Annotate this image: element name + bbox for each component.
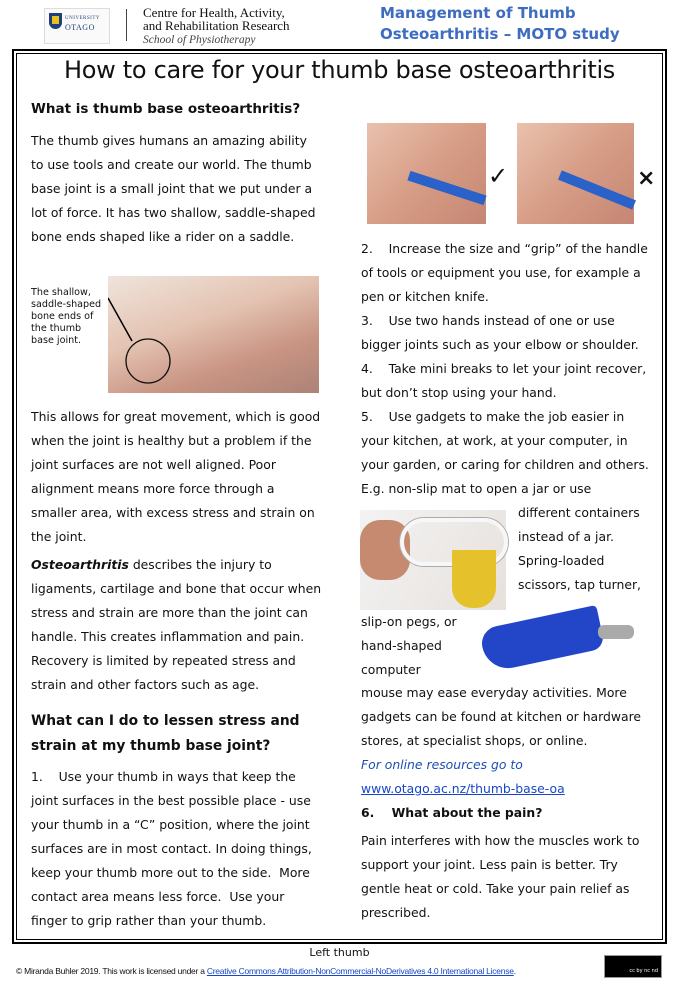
school-name: School of Physiotherapy: [143, 34, 256, 46]
logo-university: UNIVERSITY: [65, 16, 100, 21]
logo-otago: OTAGO: [65, 23, 95, 32]
pen: [558, 170, 636, 209]
license-link[interactable]: Creative Commons Attribution-NonCommercial-NoDerivatives 4.0 International License: [206, 966, 514, 976]
paragraph-pain: Pain interferes with how the muscles work to support your joint. Less pain is better. Try gentle heat or cold. Take your pain relief as prescribed.: [361, 833, 640, 920]
osteoarthritis-definition: describes the injury to ligaments, cartilage and bone that occur when stress and strain are more than the joint can handle. This creates inflammation and pain. Recovery is limited by repeated stress and strain and other factors such as age.: [31, 557, 322, 692]
crest-icon: [49, 13, 62, 29]
period: .: [513, 966, 516, 976]
centre-name: [143, 6, 290, 47]
cc-badge-text: cc by nc nd: [629, 968, 658, 974]
term-osteoarthritis: Osteoarthritis: [31, 557, 129, 572]
check-icon: ✓: [488, 162, 509, 190]
paragraph-intro: The thumb gives humans an amazing ability to use tools and create our world. The thumb base joint is a small joint that we put under a lot of force. It has two shallow, saddle-shaped bone ends shaped like a rider on a saddle.: [31, 133, 316, 244]
header-divider: [126, 9, 127, 41]
copyright-notice: [16, 966, 516, 976]
cc-license-badge[interactable]: [604, 955, 662, 978]
online-resources-label: For online resources go to: [361, 757, 523, 772]
gadget-text-3: mouse may ease everyday activities. More gadgets can be found at kitchen or hardware stores, at specialist shops, or online.: [361, 685, 642, 748]
heading-what-can-i-do: What can I do to lessen stress and strain at my thumb base joint?: [31, 713, 300, 754]
thumb-joint-photo: [108, 276, 319, 393]
paragraph-alignment: This allows for great movement, which is good when the joint is healthy but a problem if the joint surfaces are not well aligned. Poor alignment means more force through a smaller area, with excess stress and strain on the joint.: [31, 409, 321, 544]
hand-label: Left thumb: [309, 946, 370, 959]
bad-grip-photo: [517, 123, 634, 224]
copyright-text: © Miranda Buhler 2019. This work is licensed under a: [16, 966, 207, 976]
good-grip-photo: [367, 123, 486, 224]
paragraph-osteoarthritis: [31, 553, 323, 697]
centre-line-1: Centre for Health, Activity,: [143, 5, 285, 20]
resources-link[interactable]: www.otago.ac.nz/thumb-base-oa: [361, 781, 565, 796]
tip-2: 2. Increase the size and “grip” of the handle of tools or equipment you use, for example a pen or kitchen knife.: [361, 241, 652, 304]
study-line-1: Management of Thumb: [380, 4, 576, 22]
cross-icon: ×: [637, 166, 656, 191]
tip-6-heading: 6. What about the pain?: [361, 805, 543, 820]
pen: [407, 171, 486, 205]
centre-line-2: and Rehabilitation Research: [143, 18, 290, 33]
jar: [452, 550, 496, 608]
study-title: [380, 3, 620, 45]
jar-opener-photo: [360, 510, 506, 610]
page-title: How to care for your thumb base osteoarthritis: [63, 56, 616, 84]
heading-what-is: What is thumb base osteoarthritis?: [31, 101, 301, 117]
tip-3: 3. Use two hands instead of one or use bigger joints such as your elbow or shoulder.: [361, 313, 639, 352]
study-line-2: Osteoarthritis – MOTO study: [380, 25, 620, 43]
tip-4: 4. Take mini breaks to let your joint recover, but don’t stop using your hand.: [361, 361, 651, 400]
university-of-otago-logo: [44, 8, 110, 44]
gadget-text-1: different containers instead of a jar. Spring-loaded scissors, tap turner,: [518, 505, 641, 592]
tip-1: 1. Use your thumb in ways that keep the joint surfaces in the best possible place - use your thumb in a “C” position, where the joint surfaces are in most contact. In doing things, keep your thumb more out to the side. More contact area means less force. Use your finger to grip rather than your thumb.: [31, 769, 316, 928]
image-caption: The shallow, saddle-shaped bone ends of the thumb base joint.: [31, 287, 102, 346]
gadget-text-2: slip-on pegs, or hand-shaped computer: [361, 614, 457, 677]
key: [598, 625, 634, 639]
tip-5: 5. Use gadgets to make the job easier in your kitchen, at work, at your computer, in your garden, or caring for children and others. E.g. non-slip mat to open a jar or use: [361, 409, 657, 496]
